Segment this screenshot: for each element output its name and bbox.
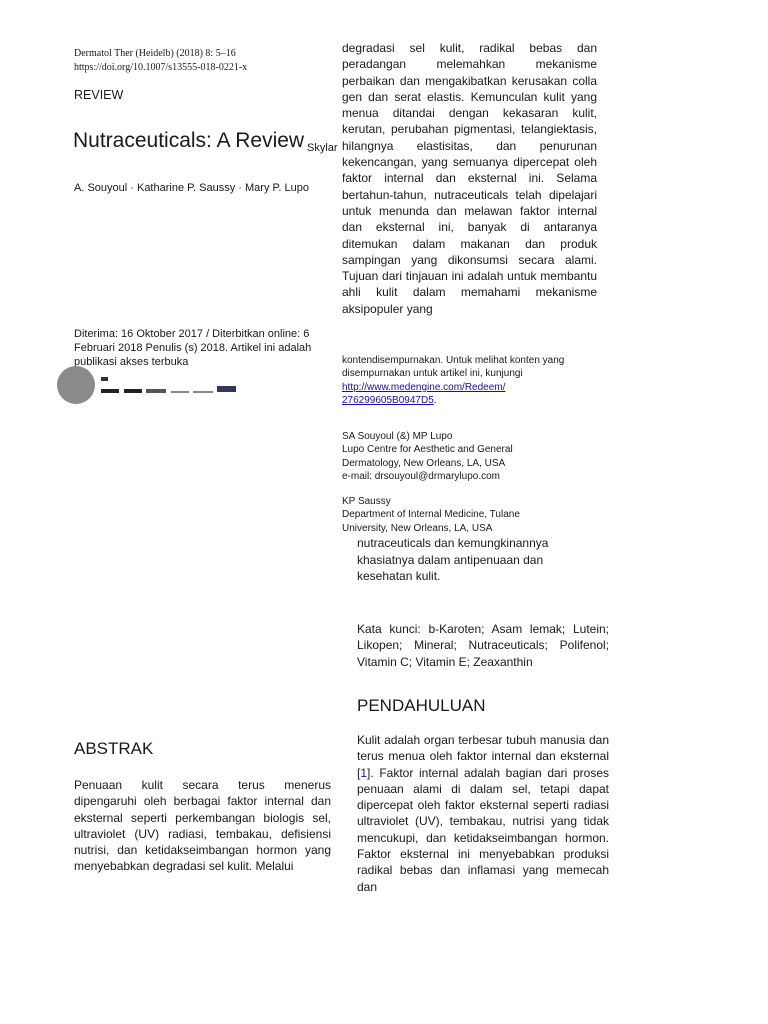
journal-citation: Dermatol Ther (Heidelb) (2018) 8: 5–16 bbox=[74, 48, 236, 59]
doi-link[interactable]: https://doi.org/10.1007/s13555-018-0221-x bbox=[74, 62, 248, 73]
open-access-logo bbox=[57, 366, 95, 404]
title-overflow-text: Skylar bbox=[307, 142, 338, 154]
affil-names: SA Souyoul (&) MP Lupo bbox=[342, 431, 453, 442]
reference-link[interactable]: 1 bbox=[360, 765, 368, 780]
intro-heading: PENDAHULUAN bbox=[357, 696, 486, 715]
affil-org: Lupo Centre for Aesthetic and General bbox=[342, 444, 513, 456]
intro-text-a: Kulit adalah organ terbesar tubuh manusia dan terus menua oleh faktor internal dan eksternal [ bbox=[357, 733, 609, 780]
abstract-heading: ABSTRAK bbox=[74, 739, 154, 758]
article-title: Nutraceuticals: A Review bbox=[73, 129, 305, 152]
article-type: REVIEW bbox=[74, 88, 124, 102]
affil-name: KP Saussy bbox=[342, 496, 391, 507]
logo-bar bbox=[217, 386, 236, 392]
intro-text-b: ]. Faktor internal adalah bagian dari proses penuaan alami di dalam sel, tetapi dapat dipercepat oleh faktor eksternal seperti radiasi ultraviolet (UV), tembakau, nutrisi yang tidak mencukupi, dan ketidakseimbangan hormon. Faktor eksternal ini menyebabkan produksi radikal bebas dan inflamasi yang memecah dan bbox=[357, 765, 609, 894]
affil-dept: Department of Internal Medicine, Tulane bbox=[342, 509, 520, 521]
affiliation-2 bbox=[342, 495, 597, 535]
abstract-body-top: degradasi sel kulit, radikal bebas dan peradangan melemahkan mekanisme perbaikan dan mengakibatkan kerusakan colla gen dan serat elastis. Kemunculan kulit yang menua ditandai dengan kekasaran kulit, kerutan, perubahan pigmentasi, telangiektasis, hilangnya elastisitas, dan penurunan kekencangan, yang semuanya dipercepat oleh faktor internal dan eksternal ini. Selama bertahun-tahun, nutraceuticals telah dipelajari untuk menunda dan melawan faktor internal dan eksternal ini, banyak di antaranya ditemukan dalam makanan dan produk sampingan yang dikonsumsi secara alami. Tujuan dari tinjauan ini adalah untuk membantu ahli kulit dalam memahami mekanisme aksipopuler yang bbox=[342, 41, 597, 316]
enhanced-link[interactable]: 276299605B0947D5 bbox=[342, 395, 434, 407]
abstract-continuation: nutraceuticals dan kemungkinannya khasiatnya dalam antipenuaan dan kesehatan kulit. bbox=[357, 536, 549, 583]
intro-text bbox=[357, 732, 609, 895]
enhanced-link-end: . bbox=[433, 395, 437, 407]
received-dates: Diterima: 16 Oktober 2017 / Diterbitkan online: 6 Februari 2018 Penulis (s) 2018. Artikel ini adalah publikasi akses terbuka bbox=[74, 328, 312, 368]
affil-org: Dermatology, New Orleans, LA, USA bbox=[342, 457, 506, 469]
logo-bar bbox=[124, 389, 142, 393]
affil-email[interactable]: e-mail: drsouyoul@drmarylupo.com bbox=[342, 471, 500, 483]
enhanced-text: kontendisempurnakan. Untuk melihat konten yang disempurnakan untuk artikel ini, kunjungi bbox=[342, 355, 565, 380]
author-list: A. Souyoul · Katharine P. Saussy · Mary P. Lupo bbox=[74, 182, 310, 194]
logo-bar bbox=[146, 389, 166, 393]
affiliation-1 bbox=[342, 430, 597, 484]
logo-bar bbox=[193, 391, 213, 393]
logo-bar bbox=[171, 391, 189, 393]
enhanced-content-note bbox=[342, 354, 597, 408]
abstract-text: Penuaan kulit secara terus menerus dipengaruhi oleh berbagai faktor internal dan eksternal seperti perkembangan biologis sel, ultraviolet (UV) radiasi, tembakau, defisiensi nutrisi, dan ketidakseimbangan hormon yang menyebabkan degradasi sel kulit. Melalui bbox=[74, 778, 331, 874]
logo-bar bbox=[101, 389, 119, 393]
keywords: Kata kunci: b-Karoten; Asam lemak; Lutein; Likopen; Mineral; Nutraceuticals; Polifenol; Vitamin C; Vitamin E; Zeaxanthin bbox=[357, 622, 609, 669]
logo-mark bbox=[101, 377, 108, 381]
affil-univ: University, New Orleans, LA, USA bbox=[342, 522, 493, 534]
enhanced-link[interactable]: http://www.medengine.com/Redeem/ bbox=[342, 381, 506, 393]
